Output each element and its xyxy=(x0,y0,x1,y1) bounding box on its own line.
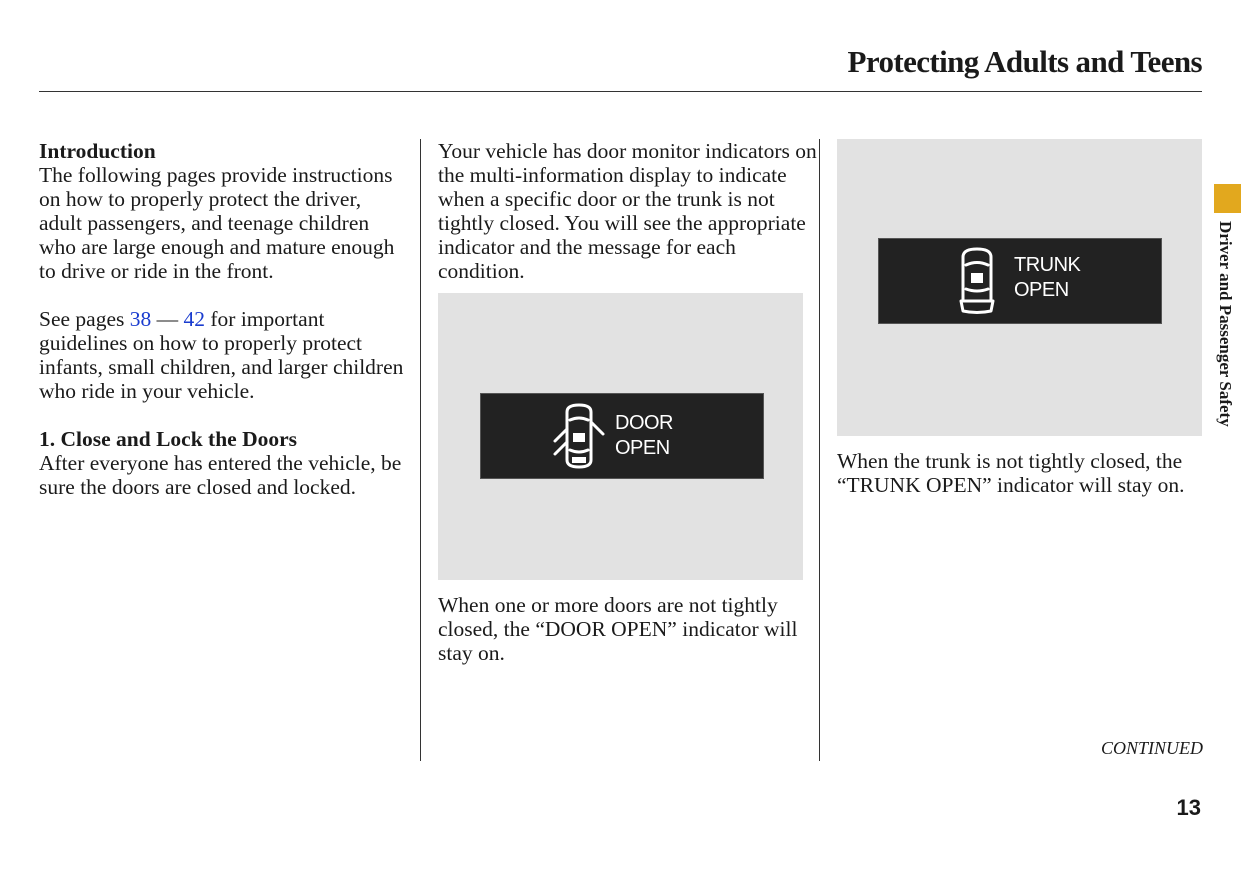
column-divider-1 xyxy=(420,139,421,761)
section-heading: 1. Close and Lock the Doors xyxy=(39,427,298,451)
page-link-42[interactable]: 42 xyxy=(183,307,205,331)
door-open-line2: OPEN xyxy=(615,437,670,459)
door-open-caption-block xyxy=(438,593,808,665)
title-divider xyxy=(39,91,1202,92)
trunk-open-figure xyxy=(837,139,1202,436)
section-text: After everyone has entered the vehicle, be sure the doors are closed and locked. xyxy=(39,451,402,499)
intro-heading: Introduction xyxy=(39,139,156,163)
car-doors-open-icon xyxy=(549,402,609,475)
page-number: 13 xyxy=(1176,795,1201,820)
continued-label: CONTINUED xyxy=(1100,738,1203,758)
door-open-figure xyxy=(438,293,803,580)
trunk-open-message xyxy=(1014,253,1080,303)
trunk-open-display xyxy=(878,238,1162,324)
page-range-dash: — xyxy=(151,307,184,331)
page-title: Protecting Adults and Teens xyxy=(847,44,1202,79)
see-pages-prefix: See pages xyxy=(39,307,130,331)
door-open-caption: When one or more doors are not tightly closed, the “DOOR OPEN” indicator will stay on. xyxy=(438,593,798,665)
column-middle xyxy=(438,139,818,283)
see-pages-suffix: for important guidelines on how to properly protect infants, small children, and larger children who ride in your vehicle. xyxy=(39,307,404,403)
trunk-open-caption: When the trunk is not tightly closed, the “TRUNK OPEN” indicator will stay on. xyxy=(837,449,1185,497)
trunk-open-line1: TRUNK xyxy=(1014,254,1081,276)
trunk-open-line2: OPEN xyxy=(1014,279,1069,301)
section-tab-marker xyxy=(1214,184,1241,213)
column-divider-2 xyxy=(819,139,820,761)
section-tab-label: Driver and Passenger Safety xyxy=(1216,221,1235,427)
door-monitor-text: Your vehicle has door monitor indicators on the multi-information display to indicate when a specific door or the trunk is not tightly closed. You will see the appropriate indicator and the message for each condition. xyxy=(438,139,817,283)
page-link-38[interactable]: 38 xyxy=(129,307,152,331)
door-open-display xyxy=(480,393,764,479)
intro-text: The following pages provide instructions on how to properly protect the driver, adult passengers, and teenage children who are large enough and mature enough to drive or ride in the front. xyxy=(39,163,395,283)
door-open-message xyxy=(615,411,673,461)
column-right xyxy=(837,449,1207,497)
column-left xyxy=(39,139,409,499)
see-pages-paragraph xyxy=(39,307,409,403)
car-trunk-open-icon xyxy=(955,245,999,320)
door-open-line1: DOOR xyxy=(615,412,673,434)
